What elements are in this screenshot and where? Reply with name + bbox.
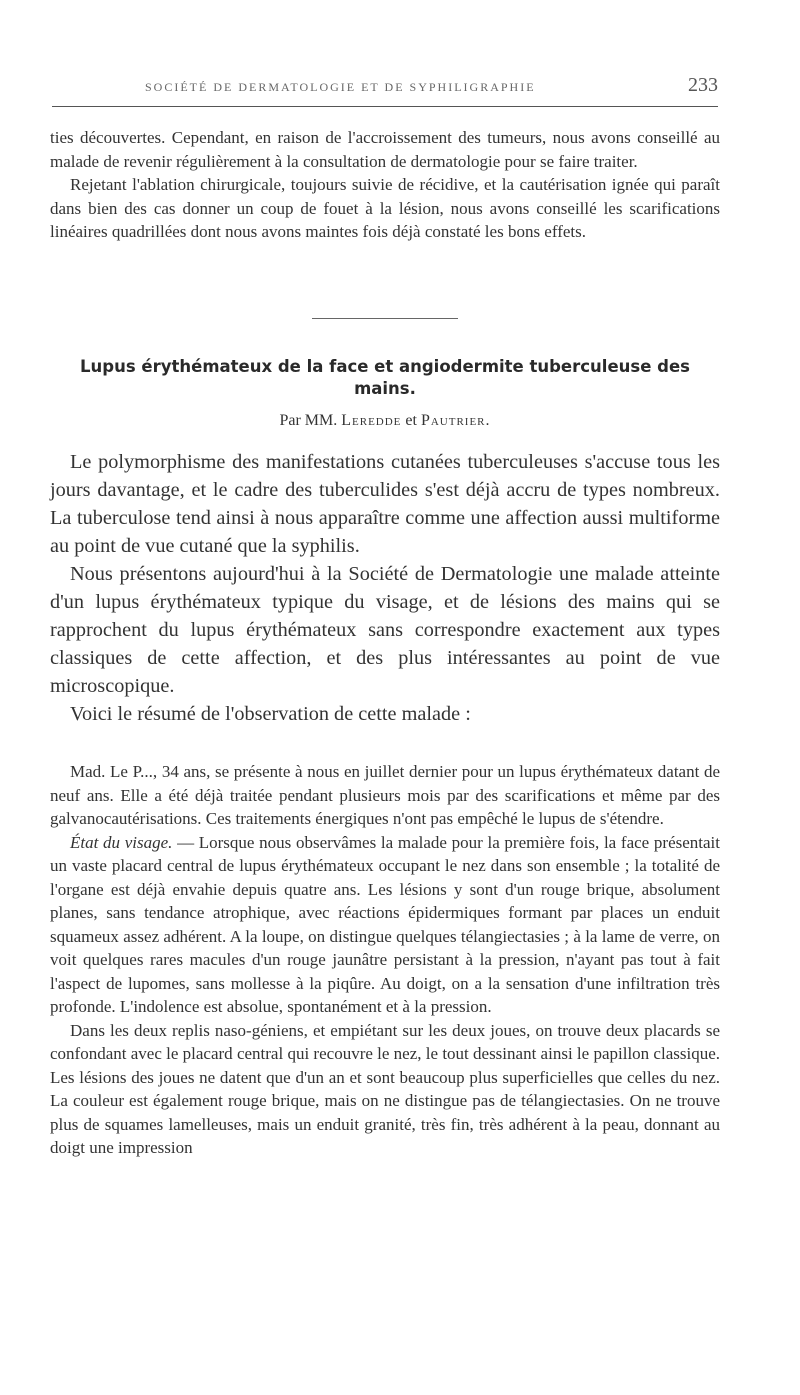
header-rule <box>52 106 718 107</box>
paragraph: Mad. Le P..., 34 ans, se présente à nous en juillet dernier pour un lupus érythémateux datant de neuf ans. Elle a été déjà traitée pendant plusieurs mois par des scarifications et même par des galvanocautérisations. Ces traitements énergiques n'ont pas empêché le lupus de s'étendre. <box>50 762 720 828</box>
author-name: Leredde <box>341 412 402 429</box>
paragraph-body: — Lorsque nous observâmes la malade pour la première fois, la face présentait un vaste placard central de lupus érythémateux occupant le nez dans son ensemble ; la totalité de l'organe est déjà envahie depuis quatre ans. Les lésions y sont d'un rouge brique, absolument planes, sans tendance atrophique, avec réactions épidermiques formant par places un enduit squameux assez adhérent. A la loupe, on distingue quelques télangiectasies ; à la lame de verre, on voit quelques rares macules d'un rouge jaunâtre persistant à la pression, n'ayant pas tout à fait l'aspect de lupomes, sans mollesse à la piqûre. Au doigt, on a la sensation d'une infiltration très profonde. L'indolence est absolue, spontanément et à la pression. <box>50 832 720 1016</box>
paragraph: Le polymorphisme des manifestations cutanées tuberculeuses s'accuse tous les jours davantage, et le cadre des tuberculides s'est déjà accru de types nombreux. La tuberculose tend ainsi à nous apparaître comme une affection aussi multiforme au point de vue cutané que la syphilis. <box>50 451 720 557</box>
paragraph: Nous présentons aujourd'hui à la Société de Dermatologie une malade atteinte d'un lupus érythémateux typique du visage, et de lésions des mains qui se rapprochent du lupus érythémateux sans correspondre exactement aux types classiques de cette affection, et des plus intéressantes au point de vue microscopique. <box>50 563 720 697</box>
paragraph <box>50 831 720 1019</box>
subheading: État du visage. <box>70 832 173 852</box>
authors-line <box>50 412 720 430</box>
running-header <box>50 74 720 102</box>
paragraph: Rejetant l'ablation chirurgicale, toujours suivie de récidive, et la cautérisation ignée qui paraît dans bien des cas donner un coup de fouet à la lésion, nous avons conseillé les scarifications linéaires quadrillées dont nous avons maintes fois déjà constaté les bons effets. <box>50 175 720 241</box>
author-name: Pautrier. <box>420 412 491 429</box>
authors-and: et <box>405 412 417 429</box>
section-title: Lupus érythémateux de la face et angiodermite tuberculeuse des mains. <box>80 357 690 398</box>
authors-prefix: Par MM. <box>279 412 338 429</box>
paragraph: Voici le résumé de l'observation de cette malade : <box>70 703 471 725</box>
main-text <box>50 448 720 728</box>
intro-text <box>50 126 720 244</box>
observation-text <box>50 760 720 1160</box>
journal-title: SOCIÉTÉ DE DERMATOLOGIE ET DE SYPHILIGRAPHIE <box>145 80 536 94</box>
paragraph: Dans les deux replis naso-géniens, et empiétant sur les deux joues, on trouve deux placards se confondant avec le placard central qui recouvre le nez, le tout dessinant ainsi le papillon classique. Les lésions des joues ne datent que d'un an et sont beaucoup plus superficielles que celles du nez. La couleur est également rouge brique, mais on ne distingue pas de télangiectasies. On ne trouve plus de squames lamelleuses, mais un enduit granité, très fin, très adhérent à la peau, donnant au doigt une impression <box>50 1020 720 1157</box>
page-number: 233 <box>688 74 718 96</box>
paragraph: ties découvertes. Cependant, en raison de l'accroissement des tumeurs, nous avons conseillé au malade de revenir régulièrement à la consultation de dermatologie pour se faire traiter. <box>50 128 720 171</box>
section-divider <box>312 318 458 319</box>
